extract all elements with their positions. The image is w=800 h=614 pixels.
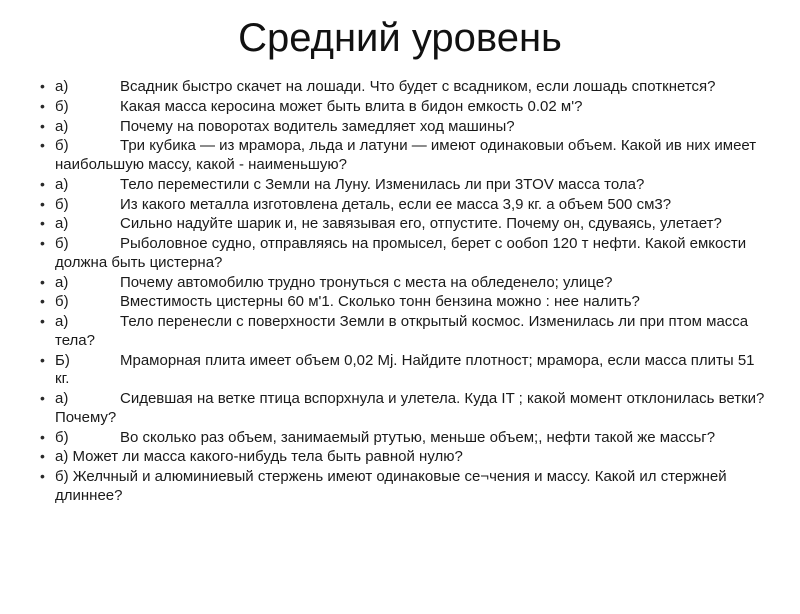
bullet-item <box>40 274 766 293</box>
item-text: Тело перенесли с поверхности Земли в открытый космос. Изменилась ли при птом масса тела? <box>55 313 749 349</box>
item-text: Тело переместили с Земли на Луну. Изменилась ли при 3TOV масса тола? <box>120 175 645 193</box>
item-label: б) <box>55 195 69 213</box>
item-label: а) <box>55 273 69 291</box>
item-text: Из какого металла изготовлена деталь, если ее масса 3,9 кг. а объем 500 см3? <box>120 195 672 213</box>
bullet-item <box>40 468 766 506</box>
item-label: б) <box>55 468 69 485</box>
bullet-list <box>40 78 766 506</box>
item-text: Всадник быстро скачет на лошади. Что будет с всадником, если лошадь споткнется? <box>120 78 716 95</box>
bullet-item <box>40 429 766 448</box>
bullet-item <box>40 118 766 137</box>
item-text: Рыболовное судно, отправляясь на промысел, берет с ообоп 120 т нефти. Какой емкости должна быть цистерна? <box>55 235 747 271</box>
item-label: б) <box>55 235 69 252</box>
item-text: Мраморная плита имеет объем 0,02 Mj. Найдите плотност; мрамора, если масса плиты 51 кг. <box>55 351 755 388</box>
item-label: б) <box>55 97 69 115</box>
item-label: а) <box>55 448 69 466</box>
item-text: Может ли масса какого-нибудь тела быть равной нулю? <box>68 448 463 466</box>
bullet-item <box>40 352 766 390</box>
bullet-item <box>40 293 766 312</box>
item-label: а) <box>55 215 69 233</box>
slide-title: Средний уровень <box>238 16 562 60</box>
bullet-item <box>40 215 766 234</box>
item-label: б) <box>55 428 69 446</box>
item-text: Во сколько раз объем, занимаемый ртутью, меньше объем;, нефти такой же массьг? <box>120 428 716 446</box>
item-label: а) <box>55 313 69 330</box>
item-text: Три кубика — из мрамора, льда и латуни — имеют одинаковыи объем. Какой ив них имеет наибольшую массу, какой - наименьшую? <box>55 137 757 173</box>
bullet-item <box>40 78 766 97</box>
item-label: а) <box>55 117 69 135</box>
item-label: Б) <box>55 351 70 369</box>
item-label: б) <box>55 293 69 311</box>
item-text: Какая масса керосина может быть влита в бидон емкость 0.02 м'? <box>120 97 583 115</box>
item-label: б) <box>55 137 69 155</box>
bullet-item <box>40 313 766 351</box>
item-text: Сидевшая на ветке птица вспорхнула и улетела. Куда IT ; какой момент отклонилась ветки? Почему? <box>55 390 765 426</box>
bullet-item <box>40 176 766 195</box>
item-text: Почему на поворотах водитель замедляет ход машины? <box>120 117 515 135</box>
item-text: Вместимость цистерны 60 м'1. Сколько тонн бензина можно : нее налить? <box>120 293 640 311</box>
item-label: а) <box>55 390 69 407</box>
presentation-slide <box>0 14 800 614</box>
item-text: Сильно надуйте шарик и, не завязывая его, отпустите. Почему он, сдуваясь, улетает? <box>120 215 722 233</box>
bullet-item <box>40 196 766 215</box>
bullet-item <box>40 98 766 117</box>
item-label: а) <box>55 175 69 193</box>
item-text: Желчный и алюминиевый стержень имеют одинаковые се¬чения и массу. Какой ил стержней длиннее? <box>55 468 727 504</box>
item-label: а) <box>55 78 69 95</box>
bullet-item <box>40 390 766 428</box>
item-text: Почему автомобилю трудно тронуться с места на обледенело; улице? <box>120 273 613 291</box>
bullet-item <box>40 235 766 273</box>
bullet-item <box>40 448 766 467</box>
bullet-item <box>40 137 766 175</box>
